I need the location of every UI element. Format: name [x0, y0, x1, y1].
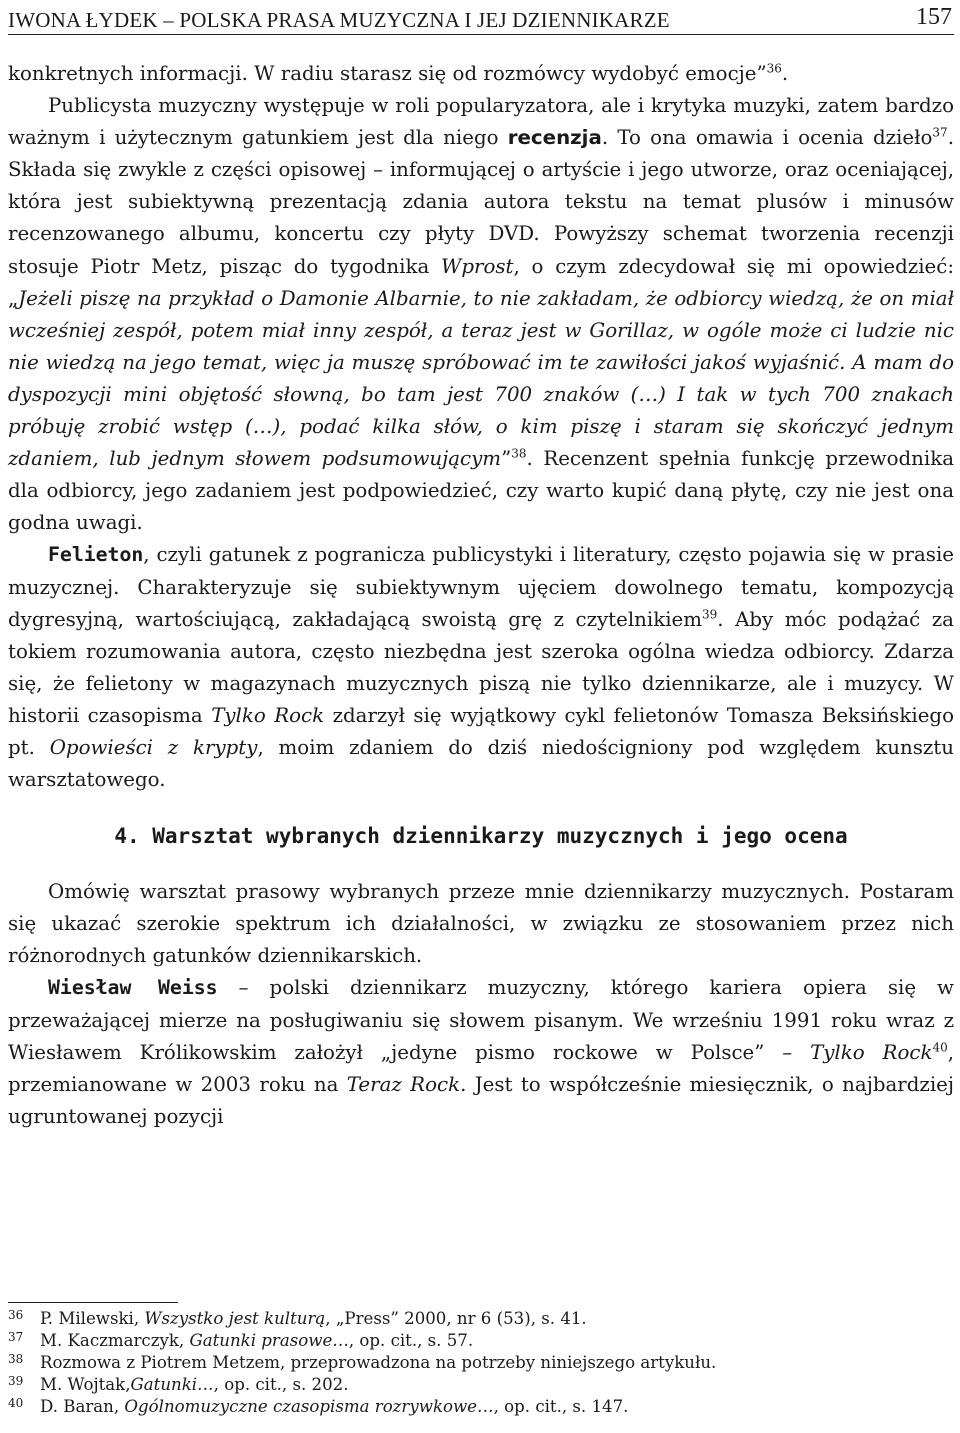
running-header	[8, 6, 954, 35]
footnote-separator	[8, 1302, 178, 1303]
title-tylko-rock: Tylko Rock	[211, 703, 325, 727]
footnote-number: 37	[8, 1330, 24, 1344]
footnotes	[8, 1308, 954, 1418]
section-heading: 4. Warsztat wybranych dziennikarzy muzycznych i jego ocena	[114, 824, 848, 849]
quote-metz: Jeżeli piszę na przykład o Damonie Albarnie, to nie zakładam, że odbiorcy wiedzą, że on miał wcześniej zespół, potem miał inny zespół, a teraz jest w Gorillaz, w ogóle może ci ludzie nic nie wiedzą na jego temat, więc ja muszę spróbować im te zawiłości jakoś wyjaśnić. A mam do dyspozycji mini objętość słowną, bo tam jest 700 znaków (…) I tak w tych 700 znakach próbuję zrobić wstęp (…), podać kilka słów, o kim piszę i staram się skończyć jednym zdaniem, lub jednym słowem podsumowującym	[8, 286, 954, 471]
footnote: 36 P. Milewski, Wszystko jest kulturą, „Press” 2000, nr 6 (53), s. 41.	[8, 1308, 954, 1330]
title-teraz-rock: Teraz Rock	[346, 1072, 461, 1096]
footnote-number: 38	[8, 1352, 24, 1366]
paragraph: Omówię warsztat prasowy wybranych przeze mnie dziennikarzy muzycznych. Postaram się ukazać szerokie spektrum ich działalności, w związku ze stosowaniem przez nich różnorodnych gatunków dziennikarskich.	[8, 880, 954, 968]
footnote-ref[interactable]: 36	[766, 61, 782, 76]
running-title: IWONA ŁYDEK – POLSKA PRASA MUZYCZNA I JEJ DZIENNIKARZE	[8, 8, 670, 32]
paragraph: Felieton, czyli gatunek z pogranicza publicystyki i literatury, często pojawia się w prasie muzycznej. Charakteryzuje się subiektywnym ujęciem dowolnego tematu, kompozycją dygresyjną, wartościującą, zakładającą swoistą grę z czytelnikiem$^{39}$. Aby móc podążać za tokiem rozumowania autora, często niezbędna jest szeroka ogólna wiedza odbiorcy. Zdarza się, że felietony w magazynach muzycznych piszą nie tylko dziennikarze, ale i muzycy. W historii czasopisma Tylko Rock zdarzył się wyjątkowy cykl felietonów Tomasza Beksińskiego pt. Opowieści z krypty, moim zdaniem do dziś niedościgniony pod względem kunsztu warsztatowego.	[8, 543, 955, 792]
footnote-ref[interactable]: 37	[932, 125, 948, 140]
title-opowiesci: Opowieści z krypty	[49, 735, 258, 759]
footnote: 40 D. Baran, Ogólnomuzyczne czasopisma rozrywkowe…, op. cit., s. 147.	[8, 1396, 954, 1418]
keyword-felieton: Felieton	[48, 543, 144, 567]
keyword-recenzja: recenzja	[507, 126, 602, 150]
keyword-weiss: Wiesław Weiss	[48, 976, 218, 1000]
paragraph: Wiesław Weiss – polski dziennikarz muzyczny, którego kariera opiera się w przeważającej mierze na posługiwaniu się słowem pisanym. We wrześniu 1991 roku wraz z Wiesławem Królikowskim założył „jedyne pismo rockowe w Polsce” – Tylko Rock$^{40}$, przemianowane w 2003 roku na Teraz Rock. Jest to współcześnie miesięcznik, o najbardziej ugruntowanej pozycji	[8, 976, 955, 1128]
footnote: 38 Rozmowa z Piotrem Metzem, przeprowadzona na potrzeby niniejszego artykułu.	[8, 1352, 954, 1374]
paragraph: konkretnych informacji. W radiu starasz się od rozmówcy wydobyć emocje”$^{36}$.	[8, 61, 789, 85]
footnote: 39 M. Wojtak,Gatunki…, op. cit., s. 202.	[8, 1374, 954, 1396]
title-tylko-rock: Tylko Rock	[810, 1040, 933, 1064]
footnote-number: 39	[8, 1374, 24, 1388]
paragraph: Publicysta muzyczny występuje w roli popularyzatora, ale i krytyka muzyki, zatem bardzo ważnym i użytecznym gatunkiem jest dla niego recenzja. To ona omawia i ocenia dzieło$^{37}$. Składa się zwykle z części opisowej – informującej o artyście i jego utworze, oraz oceniającej, która jest subiektywną prezentacją zdania autora tekstu na temat plusów i minusów recenzowanego albumu, koncertu czy płyty DVD. Powyższy schemat tworzenia recenzji stosuje Piotr Metz, pisząc do tygodnika Wprost, o czym zdecydował się mi opowiedzieć: „Jeżeli piszę na przykład o Damonie Albarnie, to nie zakładam, że odbiorcy wiedzą, że on miał wcześniej zespół, potem miał inny zespół, a teraz jest w Gorillaz, w ogóle może ci ludzie nic nie wiedzą na jego temat, więc ja muszę spróbować im te zawiłości jakoś wyjaśnić. A mam do dyspozycji mini objętość słowną, bo tam jest 700 znaków (…) I tak w tych 700 znakach próbuję zrobić wstęp (…), podać kilka słów, o kim piszę i staram się skończyć jednym zdaniem, lub jednym słowem podsumowującym”$^{38}$. Recenzent spełnia funkcję przewodnika dla odbiorcy, jego zadaniem jest podpowiedzieć, czy warto kupić daną płytę, czy nie jest ona godna uwagi.	[8, 94, 955, 535]
footnote-ref[interactable]: 39	[702, 607, 718, 621]
footnote-ref[interactable]: 40	[932, 1040, 948, 1055]
footnote-number: 40	[8, 1396, 24, 1410]
footnote: 37 M. Kaczmarczyk, Gatunki prasowe…, op. cit., s. 57.	[8, 1330, 954, 1352]
title-wprost: Wprost	[441, 254, 514, 278]
page-number: 157	[916, 4, 952, 30]
body-text	[8, 58, 954, 1133]
footnote-ref[interactable]: 38	[511, 446, 527, 461]
footnote-number: 36	[8, 1308, 24, 1322]
